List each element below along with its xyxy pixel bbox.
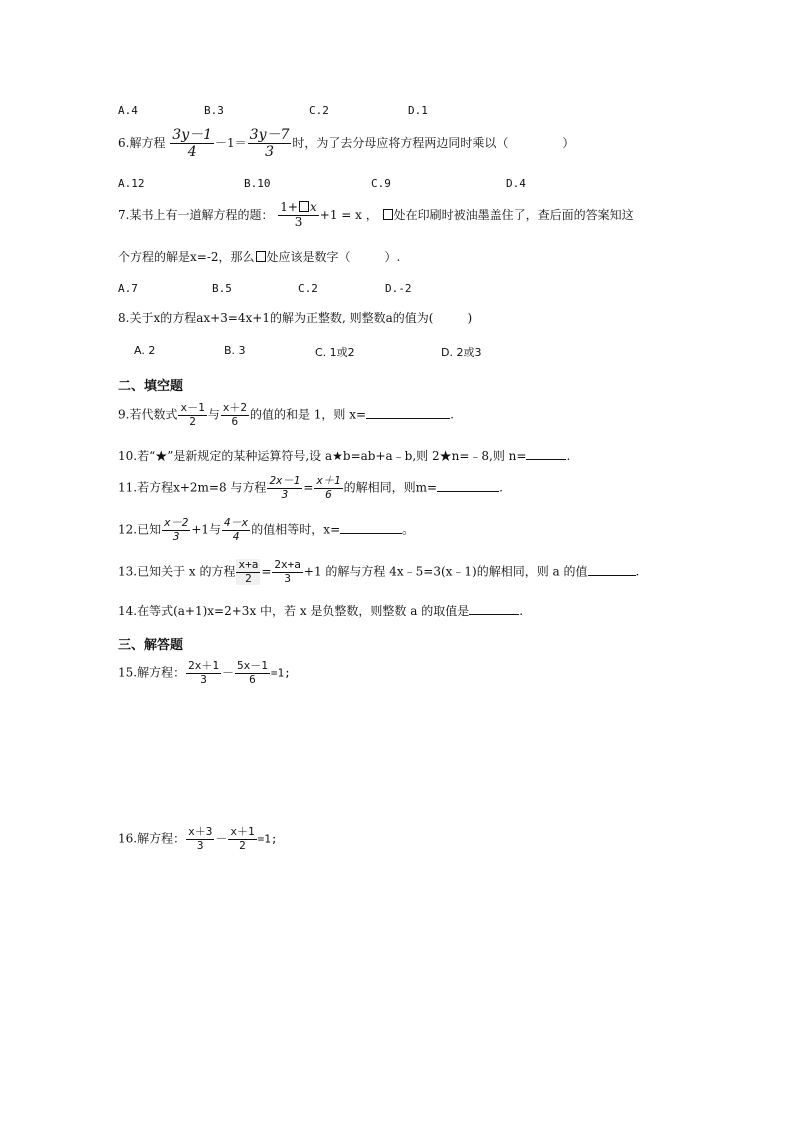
q13-fraction-2: [272, 559, 303, 585]
q6-middle: －1＝: [215, 136, 247, 151]
q6-fraction-1-numerator: 3y－1: [172, 127, 213, 143]
q7-fraction-denominator: 3: [294, 214, 303, 229]
q5-option-d: D.1: [408, 104, 428, 117]
q6-close: ）: [562, 136, 575, 151]
q16-fraction-2-denominator: 2: [239, 838, 246, 852]
q7-option-b: B.5: [212, 282, 232, 295]
q10-text: 10.若“★”是新规定的某种运算符号,设 a★b=ab+a﹣b,则 2★n=﹣8,则 n=: [118, 449, 527, 463]
q5-option-b: B.3: [204, 104, 224, 117]
q9-fraction-2-denominator: 6: [231, 414, 239, 428]
question-16: [118, 826, 277, 852]
question-12: [118, 517, 414, 543]
q16-fraction-1-denominator: 3: [196, 838, 204, 852]
q15-fraction-1-numerator: 2x＋1: [188, 659, 219, 672]
q11-fraction-1-denominator: 3: [281, 487, 289, 501]
q15-prefix: 15.解方程：: [118, 665, 186, 680]
q6-prefix: 解方程: [129, 136, 166, 151]
q14-answer-blank[interactable]: [469, 603, 519, 615]
q7-option-a: A.7: [118, 282, 138, 295]
q8-text: 8.关于x的方程ax+3=4x+1的解为正整数, 则整数a的值为(: [118, 311, 434, 325]
q12-fraction-2-numerator: 4－x: [224, 516, 249, 529]
q12-answer-blank[interactable]: [340, 522, 402, 534]
q15-middle: －: [221, 665, 234, 680]
q10-end: .: [566, 449, 571, 463]
section-3-heading: 三、解答题: [118, 638, 184, 653]
q12-fraction-1: [162, 517, 190, 543]
q12-fraction-1-numerator: x－2: [164, 516, 189, 529]
q12-middle: +1与: [191, 522, 222, 537]
q5-option-c: C.2: [309, 104, 329, 117]
q7-prefix: 某书上有一道解方程的题：: [129, 207, 274, 222]
q11-end: .: [499, 480, 503, 495]
q9-answer-blank[interactable]: [366, 407, 450, 419]
q16-fraction-2-numerator: x＋1: [230, 825, 255, 838]
q8-option-c: C. 1或2: [315, 346, 355, 359]
q7-numerator-var: x: [310, 200, 317, 214]
q7-fraction: [278, 201, 318, 230]
q6-fraction-2-denominator: 3: [265, 144, 274, 161]
q7-rest-2: 处在印刷时被油墨盖住了，查后面的答案知这: [393, 207, 634, 222]
question-14: [118, 603, 523, 617]
q6-fraction-1: [170, 127, 214, 160]
q6-suffix: 时，为了去分母应将方程两边同时乘以（: [292, 136, 509, 151]
q6-option-b: B.10: [244, 177, 271, 190]
question-8: [118, 312, 472, 324]
q14-text: 14.在等式(a+1)x=2+3x 中，若 x 是负整数，则整数 a 的取值是: [118, 604, 470, 618]
question-15: [118, 660, 291, 686]
q9-fraction-2-numerator: x＋2: [222, 401, 247, 414]
q15-fraction-2-denominator: 6: [249, 672, 256, 686]
section-2-heading: 二、填空题: [118, 379, 184, 394]
q11-fraction-2-denominator: 6: [325, 487, 332, 501]
q13-fraction-1-numerator: x+a: [238, 558, 259, 571]
q12-end: 。: [402, 522, 415, 537]
q9-middle: 与: [207, 407, 220, 422]
q7-rest-1: +1 = x ，: [319, 207, 378, 222]
q7-number: 7.: [118, 207, 130, 222]
q11-equals: =: [303, 480, 314, 495]
q12-suffix: 的值相等时，x=: [251, 522, 341, 537]
q13-suffix: +1 的解与方程 4x﹣5=3(x﹣1)的解相同，则 a 的值: [303, 564, 588, 579]
q13-end: .: [635, 564, 640, 579]
q6-fraction-1-denominator: 4: [187, 144, 197, 161]
q5-option-a: A.4: [118, 104, 138, 117]
q16-fraction-2: [228, 826, 256, 852]
q16-prefix: 16.解方程：: [118, 831, 186, 846]
q13-fraction-1-denominator: 2: [245, 571, 252, 585]
q11-prefix: 11.若方程x+2m=8 与方程: [118, 480, 267, 495]
q7-option-c: C.2: [298, 282, 318, 295]
q9-prefix: 9.若代数式: [118, 407, 178, 422]
q12-fraction-2-denominator: 4: [232, 529, 240, 543]
q15-fraction-2: [235, 660, 270, 686]
q15-fraction-1-denominator: 3: [200, 672, 207, 686]
q11-suffix: 的解相同，则m=: [343, 480, 438, 495]
q11-fraction-2: [314, 475, 342, 501]
blot-box: [383, 209, 393, 220]
q13-equals: =: [261, 564, 272, 579]
q7-option-d: D.-2: [385, 282, 412, 295]
q11-fraction-2-numerator: x＋1: [316, 474, 341, 487]
q6-option-a: A.12: [118, 177, 145, 190]
q8-option-d: D. 2或3: [441, 346, 482, 359]
question-10: [118, 448, 570, 462]
q13-fraction-1: [236, 559, 260, 585]
q7-numerator-text: 1+: [280, 200, 298, 214]
q13-prefix: 13.已知关于 x 的方程: [118, 564, 236, 579]
q12-prefix: 12.已知: [118, 522, 162, 537]
question-11: [118, 475, 503, 501]
q11-fraction-1: [267, 475, 302, 501]
q12-fraction-2: [222, 517, 250, 543]
q13-fraction-2-denominator: 3: [284, 571, 291, 585]
q15-fraction-2-numerator: 5x－1: [236, 659, 268, 672]
q11-answer-blank[interactable]: [437, 480, 499, 492]
question-7-line-2: [118, 251, 400, 263]
q9-end: .: [450, 407, 454, 422]
q8-option-b: B. 3: [224, 344, 246, 357]
q8-close: ): [467, 311, 473, 325]
q15-fraction-1: [186, 660, 221, 686]
q6-fraction-2: [248, 127, 292, 160]
question-6: [118, 127, 574, 160]
q9-fraction-1-denominator: 2: [189, 414, 196, 428]
q9-suffix: 的值的和是 1，则 x=: [249, 407, 367, 422]
q10-answer-blank[interactable]: [526, 448, 566, 460]
q6-number: 6.: [118, 136, 130, 151]
q16-fraction-1: [186, 826, 214, 852]
q7-line2-c: ）.: [384, 250, 401, 264]
q6-option-d: D.4: [506, 177, 526, 190]
q13-answer-blank[interactable]: [588, 564, 636, 576]
q9-fraction-1-numerator: x－1: [180, 401, 205, 414]
blot-box: [299, 201, 309, 212]
q7-line2-a: 个方程的解是x=-2，那么: [118, 250, 255, 264]
q15-suffix: =1;: [270, 666, 291, 680]
q8-option-a: A. 2: [134, 344, 156, 357]
q14-end: .: [519, 604, 524, 618]
q6-fraction-2-numerator: 3y－7: [249, 127, 290, 143]
q9-fraction-1: [178, 402, 206, 428]
question-13: [118, 559, 639, 585]
q13-fraction-2-numerator: 2x+a: [274, 558, 301, 571]
q16-suffix: =1;: [257, 832, 278, 846]
question-7: [118, 201, 634, 230]
q6-option-c: C.9: [371, 177, 391, 190]
blot-box: [256, 251, 266, 262]
q11-fraction-1-numerator: 2x－1: [269, 474, 301, 487]
q7-fraction-numerator: [278, 201, 318, 216]
q16-middle: －: [215, 831, 228, 846]
q16-fraction-1-numerator: x＋3: [188, 825, 213, 838]
question-9: [118, 402, 454, 428]
q7-line2-b: 处应该是数字（: [266, 250, 351, 264]
q12-fraction-1-denominator: 3: [172, 529, 180, 543]
q9-fraction-2: [221, 402, 249, 428]
